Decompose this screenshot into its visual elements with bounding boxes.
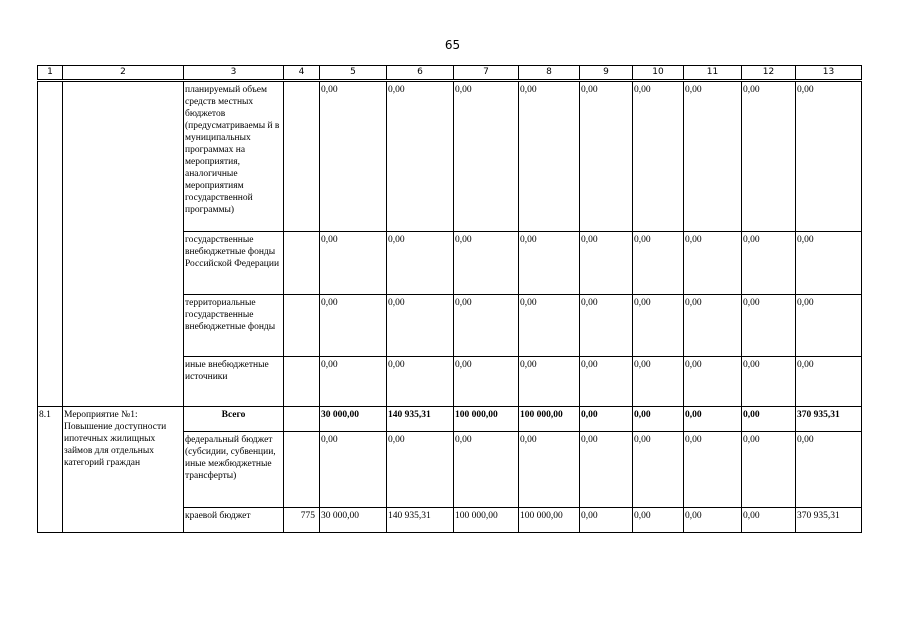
value-cell: 0,00 bbox=[796, 357, 862, 407]
value-cell: 0,00 bbox=[580, 357, 633, 407]
value-cell: 0,00 bbox=[633, 82, 684, 232]
value-cell: 0,00 bbox=[742, 508, 796, 533]
value-cell: 0,00 bbox=[320, 82, 387, 232]
value-cell: 0,00 bbox=[519, 357, 580, 407]
value-cell: 0,00 bbox=[684, 82, 742, 232]
value-cell: 0,00 bbox=[320, 357, 387, 407]
value-cell: 0,00 bbox=[387, 232, 454, 295]
code-cell bbox=[284, 232, 320, 295]
value-cell: 0,00 bbox=[519, 295, 580, 357]
value-cell: 0,00 bbox=[796, 232, 862, 295]
code-cell bbox=[284, 357, 320, 407]
value-cell: 0,00 bbox=[742, 407, 796, 432]
row-number-cell: 8.1 bbox=[38, 407, 63, 533]
value-cell: 0,00 bbox=[320, 432, 387, 508]
value-cell: 140 935,31 bbox=[387, 508, 454, 533]
value-cell: 370 935,31 bbox=[796, 407, 862, 432]
funding-source-cell: иные внебюджетные источники bbox=[184, 357, 284, 407]
value-cell: 0,00 bbox=[684, 407, 742, 432]
page-number: 65 bbox=[444, 38, 461, 52]
event-name-cell: Мероприятие №1: Повышение доступности ипотечных жилищных займов для отдельных категорий граждан bbox=[63, 407, 184, 533]
value-cell: 0,00 bbox=[633, 357, 684, 407]
value-cell: 0,00 bbox=[387, 432, 454, 508]
value-cell: 0,00 bbox=[580, 232, 633, 295]
value-cell: 0,00 bbox=[796, 295, 862, 357]
value-cell: 100 000,00 bbox=[454, 508, 519, 533]
value-cell: 0,00 bbox=[684, 508, 742, 533]
value-cell: 0,00 bbox=[387, 295, 454, 357]
row-number-cell bbox=[38, 82, 63, 407]
column-number: 8 bbox=[519, 66, 580, 80]
value-cell: 0,00 bbox=[454, 357, 519, 407]
value-cell: 100 000,00 bbox=[454, 407, 519, 432]
value-cell: 0,00 bbox=[633, 407, 684, 432]
value-cell: 0,00 bbox=[580, 295, 633, 357]
funding-source-cell: федеральный бюджет (субсидии, субвенции, иные межбюджетные трансферты) bbox=[184, 432, 284, 508]
value-cell: 0,00 bbox=[796, 432, 862, 508]
value-cell: 0,00 bbox=[580, 407, 633, 432]
value-cell: 0,00 bbox=[684, 357, 742, 407]
funding-source-cell: территориальные государственные внебюджетные фонды bbox=[184, 295, 284, 357]
column-number: 12 bbox=[742, 66, 796, 80]
column-number: 10 bbox=[633, 66, 684, 80]
budget-table bbox=[37, 81, 862, 533]
column-number: 11 bbox=[684, 66, 742, 80]
value-cell: 0,00 bbox=[633, 508, 684, 533]
value-cell: 0,00 bbox=[684, 295, 742, 357]
value-cell: 0,00 bbox=[387, 357, 454, 407]
column-number: 1 bbox=[38, 66, 63, 80]
value-cell: 0,00 bbox=[633, 295, 684, 357]
column-numbers-header bbox=[37, 65, 862, 80]
table-row bbox=[38, 82, 862, 232]
value-cell: 0,00 bbox=[580, 432, 633, 508]
value-cell: 0,00 bbox=[519, 82, 580, 232]
value-cell: 0,00 bbox=[742, 357, 796, 407]
value-cell: 0,00 bbox=[454, 82, 519, 232]
table-row-total bbox=[38, 407, 862, 432]
value-cell: 0,00 bbox=[320, 295, 387, 357]
code-cell bbox=[284, 295, 320, 357]
value-cell: 0,00 bbox=[454, 232, 519, 295]
funding-source-cell: Всего bbox=[184, 407, 284, 432]
value-cell: 0,00 bbox=[454, 295, 519, 357]
column-number: 3 bbox=[184, 66, 284, 80]
value-cell: 0,00 bbox=[580, 82, 633, 232]
value-cell: 0,00 bbox=[742, 82, 796, 232]
column-number: 2 bbox=[63, 66, 184, 80]
value-cell: 0,00 bbox=[796, 82, 862, 232]
funding-source-cell: планируемый объем средств местных бюджетов (предусматриваемы й в муниципальных программах на мероприятия, аналогичные мероприятиям государственной программы) bbox=[184, 82, 284, 232]
value-cell: 0,00 bbox=[580, 508, 633, 533]
value-cell: 0,00 bbox=[684, 232, 742, 295]
code-cell bbox=[284, 432, 320, 508]
value-cell: 100 000,00 bbox=[519, 508, 580, 533]
value-cell: 0,00 bbox=[387, 82, 454, 232]
column-number: 9 bbox=[580, 66, 633, 80]
column-number: 4 bbox=[284, 66, 320, 80]
funding-source-cell: краевой бюджет bbox=[184, 508, 284, 533]
value-cell: 30 000,00 bbox=[320, 508, 387, 533]
value-cell: 0,00 bbox=[454, 432, 519, 508]
code-cell bbox=[284, 407, 320, 432]
value-cell: 0,00 bbox=[742, 232, 796, 295]
event-name-cell bbox=[63, 82, 184, 407]
value-cell: 100 000,00 bbox=[519, 407, 580, 432]
code-cell bbox=[284, 82, 320, 232]
value-cell: 30 000,00 bbox=[320, 407, 387, 432]
column-number: 5 bbox=[320, 66, 387, 80]
value-cell: 0,00 bbox=[519, 232, 580, 295]
value-cell: 0,00 bbox=[519, 432, 580, 508]
column-number: 7 bbox=[454, 66, 519, 80]
column-number: 6 bbox=[387, 66, 454, 80]
column-number: 13 bbox=[796, 66, 862, 80]
value-cell: 0,00 bbox=[633, 232, 684, 295]
code-cell: 775 bbox=[284, 508, 320, 533]
value-cell: 0,00 bbox=[742, 295, 796, 357]
value-cell: 140 935,31 bbox=[387, 407, 454, 432]
funding-source-cell: государственные внебюджетные фонды Российской Федерации bbox=[184, 232, 284, 295]
value-cell: 0,00 bbox=[633, 432, 684, 508]
value-cell: 0,00 bbox=[320, 232, 387, 295]
value-cell: 370 935,31 bbox=[796, 508, 862, 533]
value-cell: 0,00 bbox=[742, 432, 796, 508]
value-cell: 0,00 bbox=[684, 432, 742, 508]
